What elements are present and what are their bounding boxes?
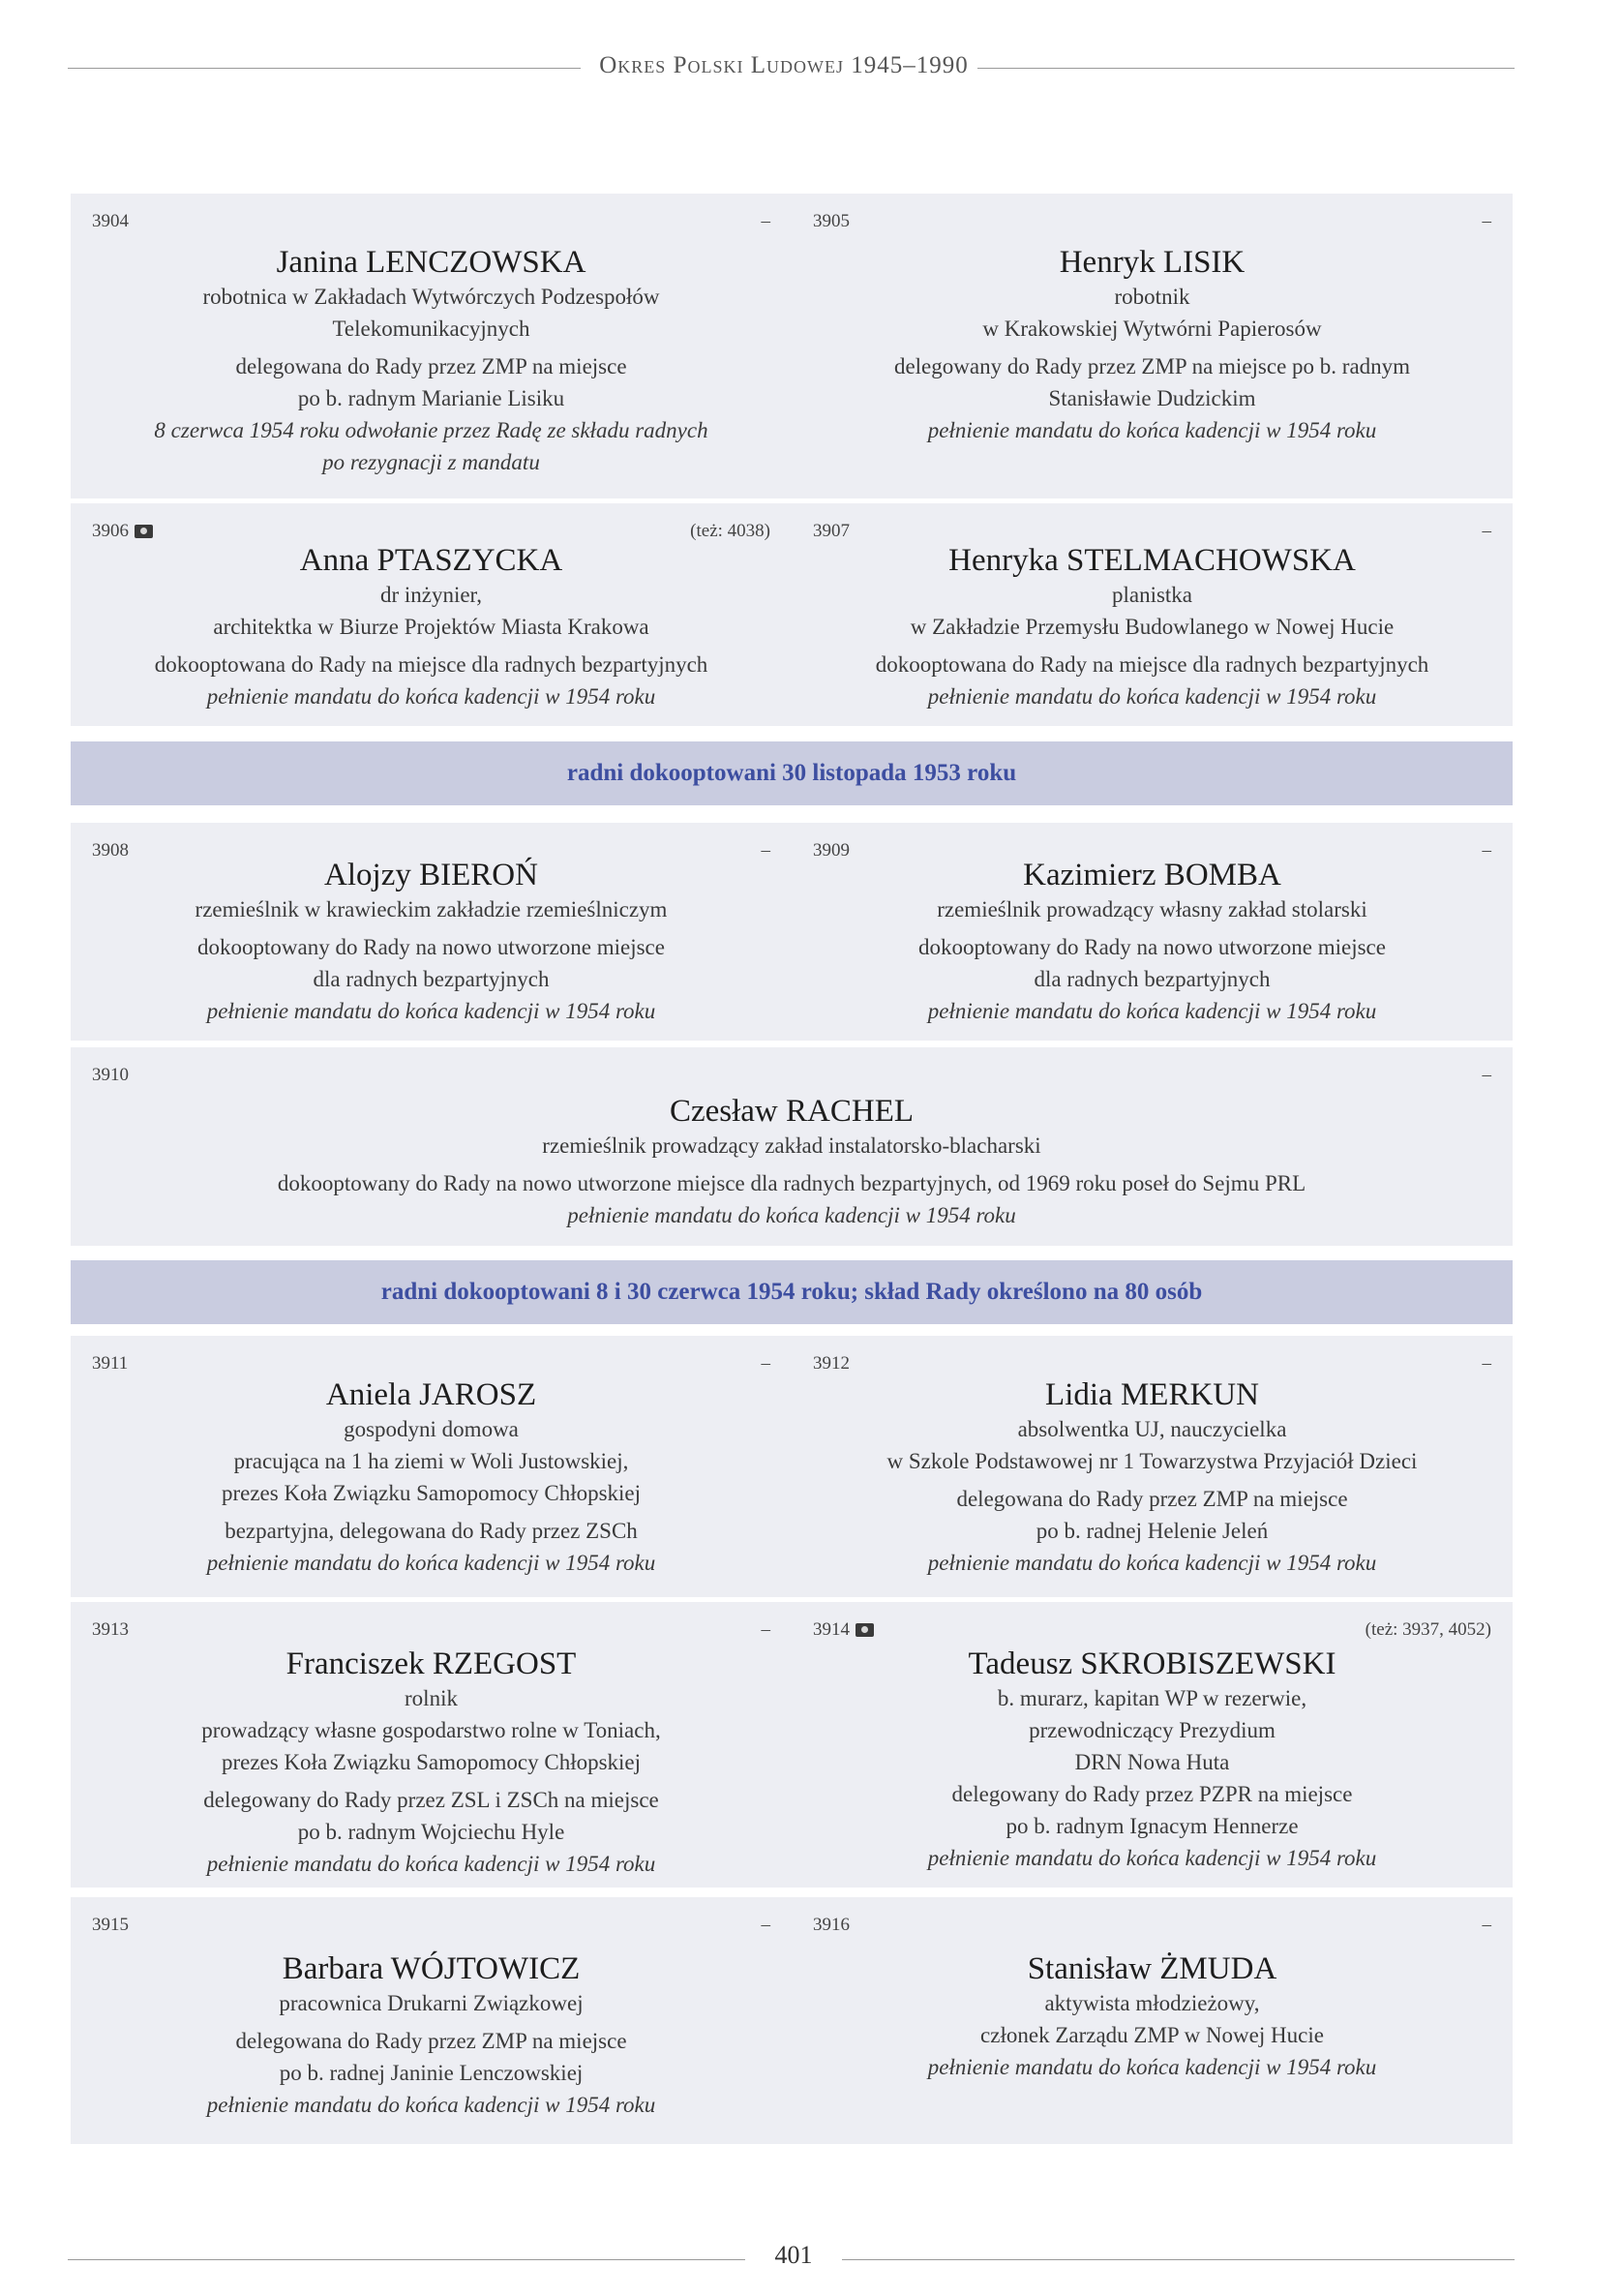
entry-number (92, 1353, 128, 1375)
member-mandate-line: dokooptowany do Rady na nowo utworzone miejsce (918, 935, 1386, 959)
council-member-entry (71, 1336, 792, 1597)
council-member-entry (71, 1047, 1513, 1246)
entry-cross-reference: (też: 4038) (690, 521, 770, 541)
entry-cross-reference: – (1482, 1915, 1491, 1935)
member-name: Kazimierz BOMBA (1023, 858, 1281, 892)
entry-cross-reference: – (1482, 521, 1491, 541)
member-mandate-line: dla radnych bezpartyjnych (313, 967, 550, 991)
member-occupation-line: prezes Koła Związku Samopomocy Chłopskiej (221, 1481, 642, 1505)
member-mandate-line: dokooptowana do Rady na miejsce dla radnych bezpartyjnych (875, 652, 1429, 677)
member-occupation-line: planistka (1111, 583, 1193, 607)
member-mandate-line: delegowany do Rady przez ZMP na miejsce po b. radnym (893, 354, 1411, 378)
council-member-entry (71, 503, 792, 726)
member-occupation-line: w Zakładzie Przemysłu Budowlanego w Nowej Hucie (910, 615, 1395, 639)
member-occupation-line: w Szkole Podstawowej nr 1 Towarzystwa Przyjaciół Dzieci (886, 1449, 1418, 1473)
entry-body (792, 244, 1513, 446)
entry-body (71, 1950, 792, 2121)
member-mandate-line: dokooptowana do Rady na miejsce dla radnych bezpartyjnych (154, 652, 708, 677)
member-occupation-line: delegowany do Rady przez PZPR na miejsce (951, 1782, 1353, 1806)
member-name: Lidia MERKUN (1045, 1377, 1259, 1412)
entry-body (71, 542, 792, 712)
member-occupation-line: architektka w Biurze Projektów Miasta Krakowa (213, 615, 649, 639)
council-member-entry (71, 1602, 792, 1888)
photo-camera-icon (135, 525, 153, 538)
entry-body (71, 1093, 1513, 1231)
council-member-entry (792, 823, 1513, 1041)
entry-body (71, 244, 792, 478)
section-banner-november-1953: radni dokooptowani 30 listopada 1953 roku (71, 741, 1513, 805)
member-mandate-line: delegowana do Rady przez ZMP na miejsce (235, 2029, 627, 2053)
member-occupation-line: przewodniczący Prezydium (1029, 1718, 1276, 1742)
entry-cross-reference: – (761, 1915, 770, 1935)
entry-number-text: 3915 (92, 1915, 129, 1935)
council-member-entry (71, 823, 792, 1041)
member-name: Alojzy BIEROŃ (324, 858, 538, 892)
member-mandate-note: pełnienie mandatu do końca kadencji w 1954 roku (206, 2093, 656, 2117)
member-mandate-note: pełnienie mandatu do końca kadencji w 1954 roku (927, 2055, 1377, 2079)
member-occupation-line: absolwentka UJ, nauczycielka (1017, 1417, 1287, 1441)
entry-number (92, 1065, 129, 1086)
member-occupation-line: aktywista młodzieżowy, (1044, 1991, 1260, 2015)
member-occupation-line: w Krakowskiej Wytwórni Papierosów (982, 317, 1322, 341)
running-header-title: Okres Polski Ludowej 1945–1990 (599, 52, 969, 78)
council-member-entry (792, 194, 1513, 498)
entry-cross-reference: – (761, 1619, 770, 1640)
member-occupation-line: prowadzący własne gospodarstwo rolne w Toniach, (201, 1718, 661, 1742)
member-mandate-note: pełnienie mandatu do końca kadencji w 1954 roku (567, 1203, 1016, 1227)
entry-body (792, 1950, 1513, 2083)
entry-number-text: 3905 (813, 211, 850, 231)
member-occupation-line: Telekomunikacyjnych (332, 317, 530, 341)
member-occupation-line: po b. radnym Ignacym Hennerze (1006, 1814, 1299, 1838)
entry-body (71, 1646, 792, 1880)
entry-number-text: 3911 (92, 1353, 129, 1374)
member-mandate-line: bezpartyjna, delegowana do Rady przez ZSCh (225, 1519, 638, 1543)
member-name: Barbara WÓJTOWICZ (282, 1951, 581, 1986)
member-occupation-line: gospodyni domowa (344, 1417, 519, 1441)
member-mandate-line: dokooptowany do Rady na nowo utworzone miejsce (197, 935, 665, 959)
member-name: Janina LENCZOWSKA (276, 245, 586, 280)
member-mandate-line: po b. radnej Janinie Lenczowskiej (279, 2061, 584, 2085)
entry-body (792, 1646, 1513, 1874)
member-occupation-line: DRN Nowa Huta (1074, 1750, 1230, 1774)
member-mandate-note: 8 czerwca 1954 roku odwołanie przez Radę ze składu radnych (154, 418, 708, 442)
member-occupation-line: prezes Koła Związku Samopomocy Chłopskiej (221, 1750, 642, 1774)
member-name: Henryk LISIK (1059, 245, 1246, 280)
header-rule-right (977, 68, 1515, 69)
member-mandate-line: delegowany do Rady przez ZSL i ZSCh na miejsce (203, 1788, 659, 1812)
entry-number-text: 3909 (813, 840, 850, 861)
member-mandate-line: delegowana do Rady przez ZMP na miejsce (235, 354, 627, 378)
entry-number (813, 1353, 850, 1375)
member-occupation-line: członek Zarządu ZMP w Nowej Hucie (980, 2023, 1324, 2047)
council-member-entry (71, 194, 792, 498)
member-occupation-line: pracująca na 1 ha ziemi w Woli Justowskiej, (233, 1449, 629, 1473)
entry-number (813, 1619, 874, 1641)
entry-number-text: 3907 (813, 521, 850, 541)
entry-number-text: 3904 (92, 211, 129, 231)
member-mandate-note: pełnienie mandatu do końca kadencji w 1954 roku (927, 999, 1377, 1023)
member-occupation-line: robotnica w Zakładach Wytwórczych Podzespołów (202, 285, 660, 309)
photo-camera-icon (856, 1623, 874, 1637)
footer-rule-left (68, 2259, 745, 2260)
member-mandate-line: dokooptowany do Rady na nowo utworzone miejsce dla radnych bezpartyjnych, od 1969 roku poseł do Sejmu PRL (277, 1171, 1306, 1195)
member-mandate-note: pełnienie mandatu do końca kadencji w 1954 roku (206, 999, 656, 1023)
member-mandate-line: po b. radnym Marianie Lisiku (297, 386, 565, 410)
member-mandate-note: pełnienie mandatu do końca kadencji w 1954 roku (927, 684, 1377, 709)
member-name: Henryka STELMACHOWSKA (948, 543, 1356, 578)
header-rule-left (68, 68, 581, 69)
member-occupation-line: rzemieślnik prowadzący własny zakład stolarski (937, 897, 1367, 921)
member-name: Anna PTASZYCKA (299, 543, 563, 578)
member-mandate-line: delegowana do Rady przez ZMP na miejsce (956, 1487, 1348, 1511)
entry-number (92, 521, 153, 542)
entry-cross-reference: – (1482, 211, 1491, 231)
member-occupation-line: rzemieślnik w krawieckim zakładzie rzemieślniczym (195, 897, 668, 921)
member-mandate-note: pełnienie mandatu do końca kadencji w 1954 roku (206, 1852, 656, 1876)
entry-cross-reference: – (1482, 1065, 1491, 1085)
member-mandate-note: pełnienie mandatu do końca kadencji w 1954 roku (927, 1551, 1377, 1575)
section-banner-june-1954: radni dokooptowani 8 i 30 czerwca 1954 roku; skład Rady określono na 80 osób (71, 1260, 1513, 1324)
entry-number-text: 3908 (92, 840, 129, 861)
member-name: Franciszek RZEGOST (285, 1646, 577, 1681)
page-footer (68, 2241, 1515, 2276)
entry-body (792, 857, 1513, 1027)
entry-cross-reference: (też: 3937, 4052) (1365, 1619, 1491, 1640)
entry-number (813, 211, 850, 232)
entry-cross-reference: – (1482, 1353, 1491, 1374)
entry-body (71, 1376, 792, 1579)
entry-number (92, 1915, 129, 1936)
member-mandate-line: dla radnych bezpartyjnych (1034, 967, 1271, 991)
council-member-entry (792, 503, 1513, 726)
member-mandate-line: Stanisławie Dudzickim (1048, 386, 1256, 410)
entry-cross-reference: – (1482, 840, 1491, 861)
member-occupation-line: robotnik (1114, 285, 1190, 309)
member-mandate-note: pełnienie mandatu do końca kadencji w 1954 roku (927, 1846, 1377, 1870)
entry-number-text: 3912 (813, 1353, 850, 1374)
member-name: Tadeusz SKROBISZEWSKI (968, 1646, 1336, 1681)
entry-number-text: 3916 (813, 1915, 850, 1935)
council-member-entry (71, 1897, 792, 2144)
entry-body (71, 857, 792, 1027)
council-member-entry (792, 1897, 1513, 2144)
entry-number (92, 211, 129, 232)
entry-number-text: 3913 (92, 1619, 129, 1640)
member-mandate-line: po b. radnym Wojciechu Hyle (297, 1820, 565, 1844)
member-occupation-line: b. murarz, kapitan WP w rezerwie, (997, 1686, 1307, 1710)
council-member-entry (792, 1336, 1513, 1597)
member-mandate-note: pełnienie mandatu do końca kadencji w 1954 roku (206, 1551, 656, 1575)
member-mandate-note: po rezygnacji z mandatu (322, 450, 540, 474)
member-mandate-line: po b. radnej Helenie Jeleń (1036, 1519, 1269, 1543)
entry-number-text: 3906 (92, 521, 129, 541)
entry-cross-reference: – (761, 1353, 770, 1374)
member-mandate-note: pełnienie mandatu do końca kadencji w 1954 roku (927, 418, 1377, 442)
running-header (68, 52, 1515, 81)
member-name: Aniela JAROSZ (325, 1377, 537, 1412)
entry-body (792, 542, 1513, 712)
member-occupation-line: pracownica Drukarni Związkowej (279, 1991, 584, 2015)
footer-rule-right (842, 2259, 1515, 2260)
entry-number (813, 521, 850, 542)
entry-number (813, 1915, 850, 1936)
entry-number (92, 1619, 129, 1641)
entry-number-text: 3910 (92, 1065, 129, 1085)
member-mandate-note: pełnienie mandatu do końca kadencji w 1954 roku (206, 684, 656, 709)
member-occupation-line: rolnik (405, 1686, 458, 1710)
page-number: 401 (774, 2241, 813, 2269)
entry-cross-reference: – (761, 840, 770, 861)
entry-body (792, 1376, 1513, 1579)
member-occupation-line: dr inżynier, (379, 583, 483, 607)
council-member-entry (792, 1602, 1513, 1888)
entry-number-text: 3914 (813, 1619, 850, 1640)
member-name: Stanisław ŻMUDA (1027, 1951, 1277, 1986)
entry-cross-reference: – (761, 211, 770, 231)
member-occupation-line: rzemieślnik prowadzący zakład instalatorsko-blacharski (542, 1133, 1041, 1158)
member-name: Czesław RACHEL (669, 1094, 915, 1129)
